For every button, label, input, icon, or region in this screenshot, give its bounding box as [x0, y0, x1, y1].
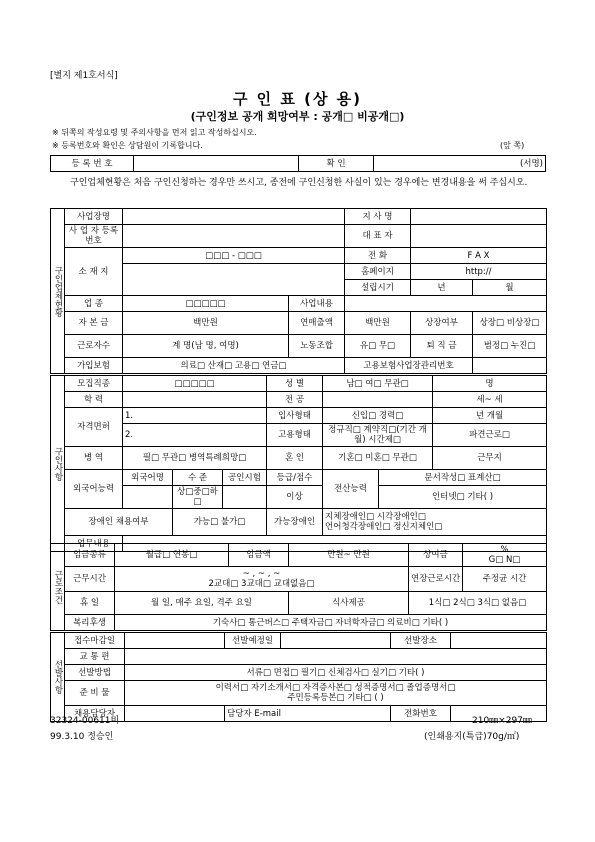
- selection-table: [50, 632, 547, 722]
- shift-options: 2교대□ 3교대□ 교대없음□: [208, 579, 315, 589]
- gender-label: 성 별: [267, 376, 323, 392]
- regno-field[interactable]: [123, 225, 345, 248]
- transport-field[interactable]: [125, 649, 547, 665]
- sales-label: 연매출액: [289, 312, 345, 335]
- disabled-label: 장애인 채용여부: [65, 509, 173, 536]
- join-field[interactable]: 신입□ 경력□: [323, 408, 433, 424]
- business-field[interactable]: [345, 296, 547, 312]
- note-2: ※ 등록번호와 확인은 상담원이 기록합니다.: [52, 141, 203, 150]
- cond-side-label: 근로조건: [51, 544, 65, 631]
- score-field[interactable]: 이상: [267, 486, 323, 509]
- method-label: 선발방법: [65, 665, 125, 681]
- docs-field[interactable]: [125, 681, 547, 706]
- dispatch-field[interactable]: 파견근로□: [433, 424, 547, 447]
- page-subtitle: (구인정보 공개 희망여부 : 공개□ 비공개□): [190, 110, 405, 123]
- deadline-field[interactable]: [125, 633, 225, 649]
- gender-field[interactable]: 남□ 여□ 무관□: [323, 376, 433, 392]
- industry-field[interactable]: □□□□□: [123, 296, 289, 312]
- score-label: 등급/점수: [267, 470, 323, 486]
- zip-field[interactable]: □□□ - □□□: [123, 248, 345, 264]
- addr-label: 소 재 지: [65, 248, 123, 296]
- listed-field[interactable]: 상장□ 비상장□: [473, 312, 547, 335]
- insurance-label: 가입보험: [65, 358, 123, 374]
- intro-text: 구인업체현황은 처음 구인신청하는 경우만 쓰시고, 종전에 구인신청한 사실이 있는 경우에는 변경내용을 써 주십시오.: [70, 178, 528, 188]
- license-2[interactable]: 2.: [123, 424, 267, 447]
- deadline-label: 접수마감일: [65, 633, 125, 649]
- ins-no-label: 고용보험사업장관리번호: [345, 358, 473, 374]
- footer-paper: (인쇄용지(특급)70g/㎡): [424, 732, 520, 742]
- workers-label: 근로자수: [65, 335, 123, 358]
- lang-field[interactable]: [123, 486, 173, 509]
- overtime-field[interactable]: 주정균 시간: [463, 567, 547, 592]
- homepage-field[interactable]: http://: [411, 264, 547, 280]
- business-label: 사업내용: [289, 296, 345, 312]
- reg-label: 등 록 번 호: [51, 156, 134, 172]
- computer-field-1[interactable]: 문서작성□ 표계산□: [379, 470, 547, 486]
- footer-date: 99.3.10 정승인: [50, 732, 114, 742]
- holiday-label: 휴 일: [65, 592, 115, 615]
- note-1: ※ 뒤쪽의 작성요령 및 주의사항을 먼저 읽고 작성하십시오.: [52, 128, 257, 137]
- retire-label: 퇴 직 금: [411, 335, 473, 358]
- place-field[interactable]: [451, 633, 547, 649]
- reg-field[interactable]: [134, 156, 299, 172]
- computer-field-2[interactable]: 인터넷□ 기타( ): [379, 486, 547, 509]
- company-name-field[interactable]: [123, 209, 345, 225]
- hours-field[interactable]: [115, 567, 409, 592]
- manager-label: 채용담당자: [65, 706, 125, 722]
- registration-table: [50, 155, 546, 172]
- level-label: 수 준: [173, 470, 223, 486]
- rep-field[interactable]: [411, 225, 547, 248]
- ins-no-field[interactable]: [473, 358, 547, 374]
- homepage-label: 홈페이지: [345, 264, 411, 280]
- tel-label: 전 화: [345, 248, 411, 264]
- front-label: (앞 쪽): [500, 141, 525, 150]
- disabled-types-1: 지체장애인□ 시각장애인□: [325, 512, 426, 522]
- job-table: [50, 375, 547, 552]
- company-table: [50, 208, 547, 374]
- footer-size: 210㎜×297㎜: [472, 716, 532, 726]
- bonus-gn: G□ N□: [488, 555, 521, 565]
- job-side-label: 구인사항: [51, 376, 65, 552]
- holiday-field[interactable]: 월 일, 매주 요일, 격주 요일: [115, 592, 289, 615]
- branch-label: 지 사 명: [345, 209, 411, 225]
- position-label: 모집직종: [65, 376, 123, 392]
- wage-label: 임금종류: [65, 544, 115, 567]
- workers-field[interactable]: 계 명(남 명, 여명): [123, 335, 289, 358]
- meal-label: 식사제공: [289, 592, 409, 615]
- capital-field[interactable]: 백만원: [123, 312, 289, 335]
- emp-type-field[interactable]: 정규직□ 계약직□(기간 개월) 시간제□: [323, 424, 433, 447]
- age-field[interactable]: 세~ 세: [433, 392, 547, 408]
- select-side-label: 선발사항: [51, 633, 65, 722]
- overtime-label: 연장근로시간: [409, 567, 463, 592]
- branch-field[interactable]: [411, 209, 547, 225]
- disabled-able-label: 가능장애인: [267, 509, 323, 536]
- bonus-pct: %: [500, 545, 509, 555]
- computer-label: 전산능력: [323, 470, 379, 509]
- edu-field[interactable]: [123, 392, 267, 408]
- marital-label: 혼 인: [267, 447, 323, 470]
- lang-label: 외국어명: [123, 470, 173, 486]
- retire-field[interactable]: 범정□ 누진□: [473, 335, 547, 358]
- page-title: 구 인 표 (상 용): [232, 90, 363, 108]
- regno-label: 사 업 자 등록번호: [65, 225, 123, 248]
- career-field[interactable]: 년 개월: [433, 408, 547, 424]
- rep-label: 대 표 자: [345, 225, 411, 248]
- insurance-field[interactable]: 의료□ 산재□ 고용□ 연금□: [123, 358, 345, 374]
- expected-label: 선발예정일: [225, 633, 281, 649]
- workplace-label: 근무지: [433, 447, 547, 470]
- docs-line-1: 이력서□ 자기소개서□ 자격증사본□ 성적증명서□ 졸업증명서□: [215, 683, 456, 693]
- test-label: 공인시험: [223, 470, 267, 486]
- place-label: 선발장소: [391, 633, 451, 649]
- disabled-types-2: 언어청각장애인□ 정신지체인□: [325, 522, 443, 532]
- transport-label: 교 통 편: [65, 649, 125, 665]
- military-label: 병 역: [65, 447, 123, 470]
- sales-field[interactable]: 백만원: [345, 312, 411, 335]
- addr-field[interactable]: [123, 264, 345, 296]
- phone-label: 전화번호: [391, 706, 451, 722]
- hours-label: 근무시간: [65, 567, 115, 592]
- major-label: 전 공: [267, 392, 323, 408]
- work-label: 업무내용: [65, 536, 123, 552]
- bonus-field[interactable]: [463, 544, 547, 567]
- foreign-label: 외국어능력: [65, 470, 123, 509]
- founded-month[interactable]: 월: [473, 280, 547, 296]
- edu-label: 학 력: [65, 392, 123, 408]
- wage-amount-field[interactable]: 만원~ 만원: [289, 544, 409, 567]
- marital-field[interactable]: 기혼□ 미혼□ 무관□: [323, 447, 433, 470]
- docs-line-2: 주민등록등본□ 기타□ ( ): [287, 693, 384, 703]
- emp-type-label: 고용형태: [267, 424, 323, 447]
- major-field[interactable]: [323, 392, 433, 408]
- founded-label: 설립시기: [345, 280, 411, 296]
- manager-field[interactable]: [125, 706, 225, 722]
- disabled-types[interactable]: [323, 509, 547, 536]
- industry-label: 업 종: [65, 296, 123, 312]
- confirm-label: 확 인: [299, 156, 374, 172]
- capital-label: 자 본 금: [65, 312, 123, 335]
- level-field[interactable]: 상□중□하□: [173, 486, 223, 509]
- bonus-label: 상여금: [409, 544, 463, 567]
- disabled-field[interactable]: 가능□ 불가□: [173, 509, 267, 536]
- license-1[interactable]: 1.: [123, 408, 267, 424]
- company-name-label: 사업장명: [65, 209, 123, 225]
- docs-label: 준 비 물: [65, 681, 125, 706]
- welfare-field[interactable]: 기숙사□ 통근버스□ 주택자금□ 자녀학자금□ 의료비□ 기타( ): [115, 615, 547, 631]
- meal-field[interactable]: 1식□ 2식□ 3식□ 없음□: [409, 592, 547, 615]
- union-field[interactable]: 유□ 무□: [345, 335, 411, 358]
- fax-field[interactable]: F A X: [411, 248, 547, 264]
- expected-field[interactable]: [281, 633, 391, 649]
- union-label: 노동조합: [289, 335, 345, 358]
- license-label: 자격면허: [65, 408, 123, 447]
- listed-label: 상장여부: [411, 312, 473, 335]
- company-side-label: 구인업체현황: [51, 209, 65, 374]
- hours-value: ~ , ~ , ~: [242, 569, 281, 579]
- count-field[interactable]: 명: [433, 376, 547, 392]
- conditions-table: [50, 543, 547, 631]
- join-label: 입사형태: [267, 408, 323, 424]
- wage-field[interactable]: 월급□ 연봉□: [115, 544, 229, 567]
- wage-amount-label: 임금액: [229, 544, 289, 567]
- military-field[interactable]: 필□ 무관□ 병역특례희망□: [123, 447, 267, 470]
- form-number: [별지 제1호서식]: [50, 71, 118, 81]
- test-field[interactable]: [223, 486, 267, 509]
- welfare-label: 복리후생: [65, 615, 115, 631]
- email-field[interactable]: 담당자 E-mail: [225, 706, 391, 722]
- footer-code: 32324-00611비: [50, 716, 120, 726]
- position-field[interactable]: □□□□□: [123, 376, 267, 392]
- sign-field[interactable]: (서명): [374, 156, 546, 172]
- founded-year[interactable]: 년: [411, 280, 473, 296]
- method-field[interactable]: 서류□ 면접□ 필기□ 신체검사□ 실기□ 기타( ): [125, 665, 547, 681]
